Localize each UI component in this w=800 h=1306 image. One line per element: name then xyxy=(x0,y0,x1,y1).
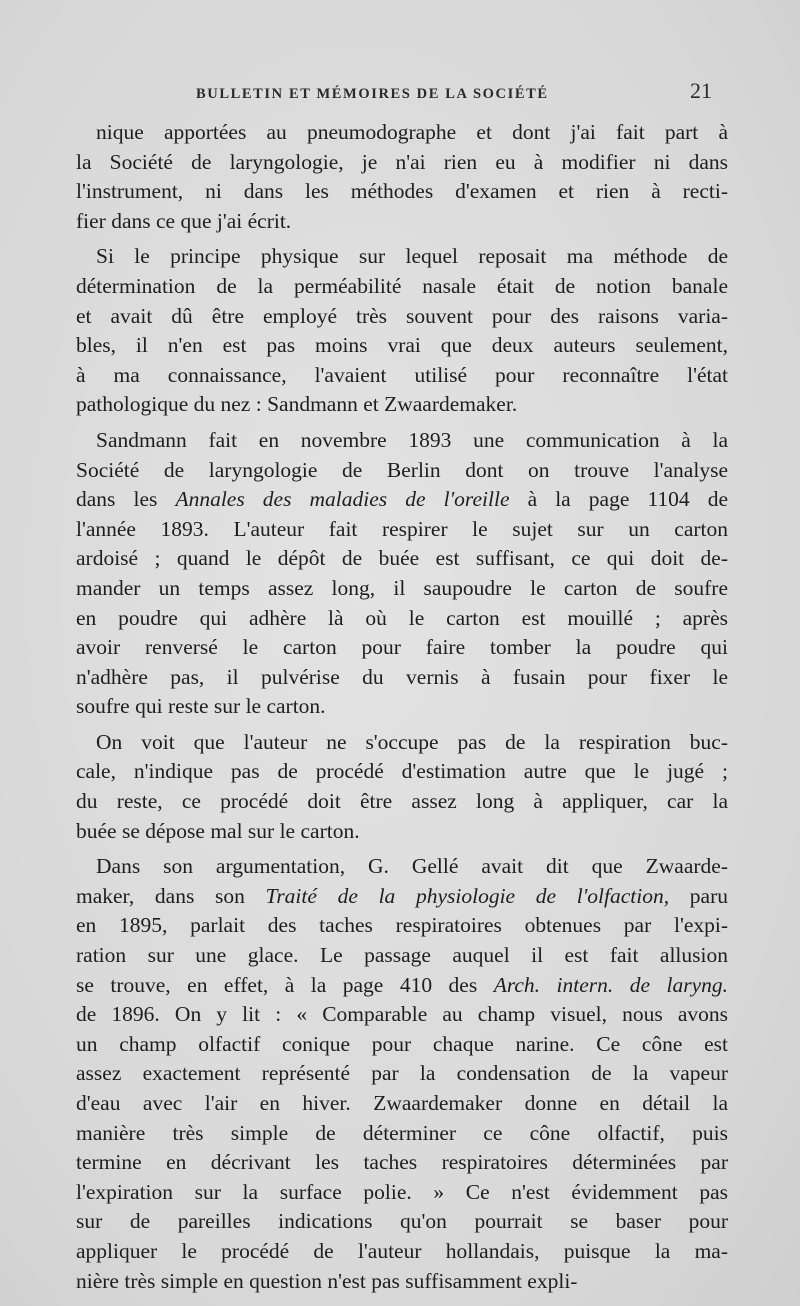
text-line xyxy=(76,852,728,882)
line-text: et avait dû être employé très souvent pour des raisons varia- xyxy=(76,303,728,328)
line-text: à ma connaissance, l'avaient utilisé pour reconnaître l'état xyxy=(76,362,728,387)
text-line xyxy=(76,971,728,1001)
text-line xyxy=(76,485,728,515)
text-line xyxy=(76,1030,728,1060)
line-text: Sandmann fait en novembre 1893 une communication à la xyxy=(96,427,728,452)
text-line xyxy=(76,148,728,178)
line-text: assez exactement représenté par la condensation de la vapeur xyxy=(76,1061,728,1086)
line-text: nière très simple en question n'est pas suffisamment expli- xyxy=(76,1268,578,1293)
italic-title: Annales des maladies de l'oreille xyxy=(175,487,510,512)
text-line xyxy=(76,1178,728,1208)
line-text: mander un temps assez long, il saupoudre le carton de soufre xyxy=(76,575,728,600)
running-title: BULLETIN ET MÉMOIRES DE LA SOCIÉTÉ xyxy=(196,86,549,102)
line-text: l'année 1893. L'auteur fait respirer le sujet sur un carton xyxy=(76,516,728,541)
line-text: la Société de laryngologie, je n'ai rien eu à modifier ni dans xyxy=(76,149,728,174)
text-line xyxy=(76,242,728,272)
text-line xyxy=(76,456,728,486)
line-text: Dans son argumentation, G. Gellé avait dit que Zwaarde- xyxy=(96,854,728,879)
text-line xyxy=(76,207,728,237)
line-text: détermination de la perméabilité nasale était de notion banale xyxy=(76,273,728,298)
text-line xyxy=(76,272,728,302)
line-text: ration sur une glace. Le passage auquel il est fait allusion xyxy=(76,943,728,968)
line-text: Si le principe physique sur lequel reposait ma méthode de xyxy=(96,244,728,269)
line-text: manière très simple de déterminer ce cône olfactif, puis xyxy=(76,1120,728,1145)
text-line xyxy=(76,604,728,634)
text-line xyxy=(76,633,728,663)
line-text: maker, dans son xyxy=(76,883,266,908)
line-text: sur de pareilles indications qu'on pourrait se baser pour xyxy=(76,1209,728,1234)
text-line xyxy=(76,911,728,941)
text-line xyxy=(76,1237,728,1267)
text-line xyxy=(76,361,728,391)
text-line xyxy=(76,118,728,148)
line-text: à la page 1104 de xyxy=(509,487,729,512)
line-text: ardoisé ; quand le dépôt de buée est suffisant, ce qui doit de- xyxy=(76,546,728,571)
line-text: avoir renversé le carton pour faire tomber la poudre qui xyxy=(76,635,728,660)
text-line xyxy=(76,941,728,971)
text-line xyxy=(76,663,728,693)
text-line xyxy=(76,757,728,787)
line-text: bles, il n'en est pas moins vrai que deux auteurs seulement, xyxy=(76,333,728,358)
italic-title: Traité de la physiologie de l'olfaction, xyxy=(265,883,670,908)
line-text: On voit que l'auteur ne s'occupe pas de la respiration buc- xyxy=(96,729,728,754)
italic-title: Arch. intern. de laryng. xyxy=(493,972,729,997)
line-text: fier dans ce que j'ai écrit. xyxy=(76,208,292,233)
paragraph xyxy=(76,242,728,420)
line-text: cale, n'indique pas de procédé d'estimation autre que le jugé ; xyxy=(76,759,728,784)
text-line xyxy=(76,1089,728,1119)
line-text: un champ olfactif conique pour chaque narine. Ce cône est xyxy=(76,1031,728,1056)
text-line xyxy=(76,1207,728,1237)
text-line xyxy=(76,515,728,545)
text-line xyxy=(76,574,728,604)
text-line xyxy=(76,390,728,420)
text-line xyxy=(76,1267,728,1297)
text-line xyxy=(76,1148,728,1178)
text-line xyxy=(76,1059,728,1089)
text-line xyxy=(76,331,728,361)
line-text: n'adhère pas, il pulvérise du vernis à fusain pour fixer le xyxy=(76,664,728,689)
line-text: termine en décrivant les taches respiratoires déterminées par xyxy=(76,1150,728,1175)
text-line xyxy=(76,177,728,207)
line-text: Société de laryngologie de Berlin dont on trouve l'analyse xyxy=(76,457,728,482)
line-text: soufre qui reste sur le carton. xyxy=(76,694,326,719)
paragraph xyxy=(76,118,728,236)
line-text: l'expiration sur la surface polie. » Ce n'est évidemment pas xyxy=(76,1179,728,1204)
text-line xyxy=(76,426,728,456)
text-line xyxy=(76,1119,728,1149)
line-text: dans les xyxy=(76,487,176,512)
paragraph xyxy=(76,426,728,722)
line-text: de 1896. On y lit : « Comparable au champ visuel, nous avons xyxy=(76,1002,728,1027)
text-line xyxy=(76,302,728,332)
line-text: appliquer le procédé de l'auteur hollandais, puisque la ma- xyxy=(76,1238,728,1263)
line-text: du reste, ce procédé doit être assez long à appliquer, car la xyxy=(76,789,728,814)
line-text: en poudre qui adhère là où le carton est mouillé ; après xyxy=(76,605,728,630)
line-text: se trouve, en effet, à la page 410 des xyxy=(76,972,494,997)
text-line xyxy=(76,882,728,912)
text-line xyxy=(76,544,728,574)
page-number: 21 xyxy=(690,78,712,103)
line-text: pathologique du nez : Sandmann et Zwaardemaker. xyxy=(76,392,518,417)
line-text: l'instrument, ni dans les méthodes d'examen et rien à recti- xyxy=(76,179,728,204)
text-line xyxy=(76,1000,728,1030)
text-line xyxy=(76,817,728,847)
text-line xyxy=(76,728,728,758)
body-text xyxy=(76,118,728,1296)
line-text: buée se dépose mal sur le carton. xyxy=(76,818,360,843)
paragraph xyxy=(76,852,728,1296)
line-text: d'eau avec l'air en hiver. Zwaardemaker donne en détail la xyxy=(76,1091,728,1115)
line-text: nique apportées au pneumodographe et dont j'ai fait part à xyxy=(96,120,728,144)
line-text: paru xyxy=(669,883,729,908)
line-text: en 1895, parlait des taches respiratoires obtenues par l'expi- xyxy=(76,913,728,938)
text-line xyxy=(76,787,728,817)
text-line xyxy=(76,692,728,722)
paragraph xyxy=(76,728,728,846)
